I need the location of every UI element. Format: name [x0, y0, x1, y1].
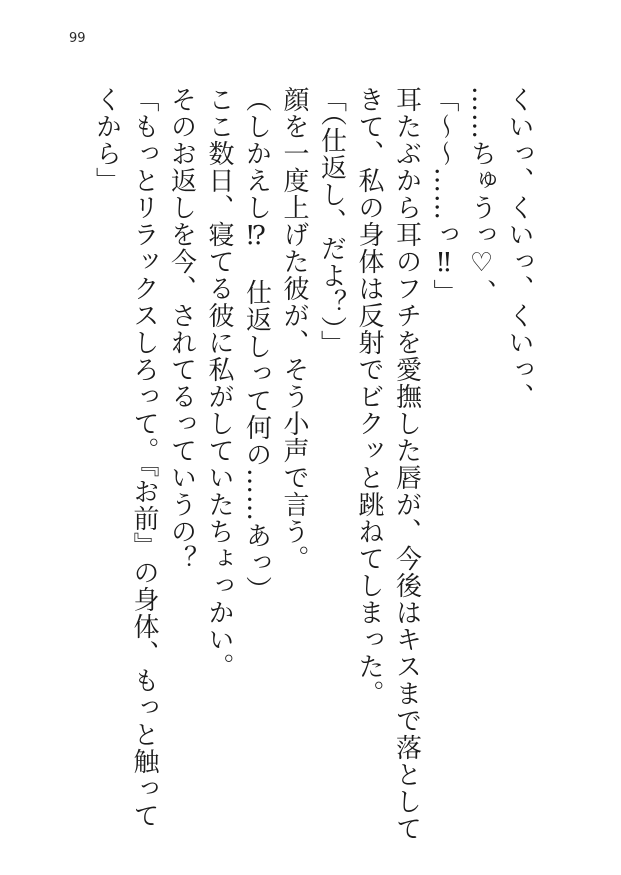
text-line: 耳たぶから耳のフチを愛撫した唇が、今後はキスまで落として: [391, 86, 422, 842]
text-line: 「もっとリラックスしろって。『お前』の身体、もっと触って: [129, 86, 159, 829]
text-line: きて、私の身体は反射でビクッと跳ねてしまった。: [354, 86, 384, 707]
text-line: 「～～……っ‼」: [429, 86, 459, 306]
page-text-block: [87, 86, 537, 872]
text-line: くから」: [91, 86, 122, 194]
text-line: ……ちゅうっ♡、: [466, 86, 497, 306]
page-number: 99: [69, 31, 86, 46]
text-line: （しかえし⁉ 仕返しって何の……あっ）: [241, 86, 272, 603]
text-line: 「（仕返し、だよ？）」: [316, 86, 347, 357]
text-line: ここ数日、寝てる彼に私がしていたちょっかい。: [204, 86, 234, 680]
text-line: くいっ、くいっ、くいっ、: [504, 86, 534, 410]
text-line: 顔を一度上げた彼が、そう小声で言う。: [279, 86, 309, 572]
text-line: そのお返しを今、されてるっていうの？: [166, 86, 197, 572]
